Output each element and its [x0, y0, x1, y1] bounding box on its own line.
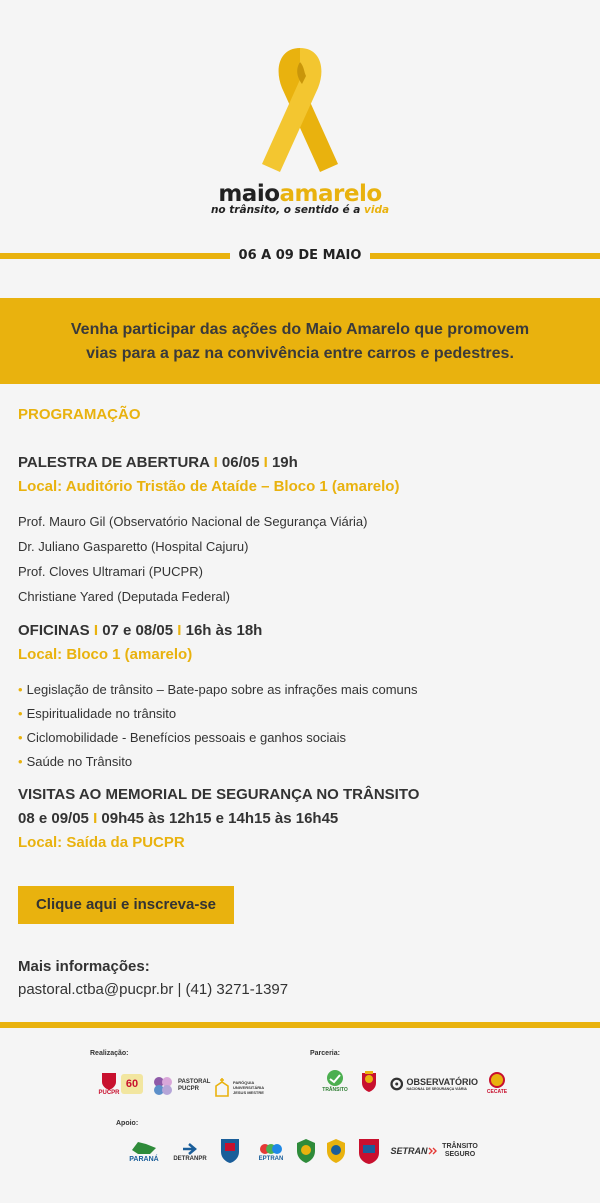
date-row [0, 248, 600, 264]
footer-divider [0, 1022, 600, 1028]
shield-blue-logo [218, 1136, 242, 1166]
pastoral-icon [152, 1076, 174, 1096]
separator: I [213, 454, 218, 471]
detran-text: DETRANPR [173, 1155, 207, 1162]
bullet-icon: • [18, 754, 23, 769]
badge-green-logo [294, 1136, 318, 1166]
pastoral-logo [178, 1076, 211, 1096]
oficinas-time: 16h às 18h [185, 622, 263, 639]
church-icon [213, 1077, 231, 1097]
transito-text: TRÂNSITO [322, 1086, 348, 1093]
palestra-time: 19h [271, 454, 298, 471]
setran-arrow-icon [428, 1147, 438, 1155]
separator: I [93, 622, 99, 639]
banner-line-2: vias para a paz na convivência entre carros e pedestres. [86, 345, 514, 362]
divider-left [0, 253, 230, 259]
palestra-location: Local: Auditório Tristão de Ataíde – Bloco 1 (amarelo) [18, 478, 400, 495]
workshop-item [18, 682, 418, 697]
workshop-item-label: Espiritualidade no trânsito [26, 706, 177, 721]
yellow-ribbon-icon [250, 40, 350, 180]
parana-logo [126, 1136, 162, 1166]
oficinas-date: 07 e 08/05 [102, 622, 174, 639]
observatorio-icon [390, 1075, 403, 1093]
visitas-schedule [18, 810, 338, 827]
maio-amarelo-logo [0, 182, 600, 216]
pastoral-text: PASTORAL [178, 1079, 211, 1085]
badge-icon [295, 1138, 317, 1164]
transito-seguro-logo [442, 1140, 478, 1162]
speaker-item: Christiane Yared (Deputada Federal) [18, 589, 230, 604]
event-dates: 06 A 09 DE MAIO [238, 248, 362, 263]
police-badge-icon [325, 1138, 347, 1164]
visitas-location: Local: Saída da PUCPR [18, 834, 185, 851]
coat-of-arms-icon [359, 1069, 379, 1093]
section-title-programacao: PROGRAMAÇÃO [18, 406, 141, 423]
oficinas-title: OFICINAS [18, 622, 90, 639]
shield-red-logo [356, 1136, 382, 1166]
detran-logo [170, 1138, 210, 1166]
cecate-logo [484, 1068, 510, 1098]
transito-seguro-text-1: TRÂNSITO [442, 1143, 478, 1150]
observatorio-text: OBSERVATÓRIO [406, 1076, 478, 1087]
parana-map-icon [130, 1140, 158, 1156]
pastoral-sub: PUCPR [178, 1086, 200, 1092]
transito-icon [326, 1069, 344, 1087]
info-contact[interactable]: pastoral.ctba@pucpr.br | (41) 3271-1397 [18, 981, 289, 998]
setran-logo [390, 1144, 438, 1158]
paroquia-logo [212, 1076, 274, 1098]
paroquia-text: PARÓQUIA UNIVERSITÁRIA JESUS MESTRE [233, 1079, 264, 1095]
brand-amarelo: amarelo [279, 181, 382, 207]
workshop-item [18, 706, 176, 721]
observatorio-sub: NACIONAL DE SEGURANÇA VIÁRIA [406, 1086, 467, 1091]
visitas-title: VISITAS AO MEMORIAL DE SEGURANÇA NO TRÂNSITO [18, 786, 420, 803]
palestra-title: PALESTRA DE ABERTURA [18, 454, 210, 471]
anos-logo [121, 1074, 143, 1094]
parceria-label: Parceria: [310, 1050, 340, 1057]
pucpr-shield-icon [101, 1072, 117, 1090]
shield-red-icon [357, 1137, 381, 1165]
palestra-heading [18, 454, 298, 471]
bullet-icon: • [18, 706, 23, 721]
separator: I [263, 454, 268, 471]
divider-right [370, 253, 600, 259]
bullet-icon: • [18, 682, 23, 697]
oficinas-location: Local: Bloco 1 (amarelo) [18, 646, 193, 663]
observatorio-logo [390, 1072, 478, 1096]
workshop-item [18, 754, 132, 769]
bullet-icon: • [18, 730, 23, 745]
pucpr-text: PUCPR [98, 1089, 120, 1096]
hero [0, 0, 600, 236]
palestra-date: 06/05 [221, 454, 260, 471]
brand-tagline-vida: vida [364, 204, 390, 216]
speaker-item: Prof. Mauro Gil (Observatório Nacional de Segurança Viária) [18, 514, 368, 529]
workshop-item [18, 730, 346, 745]
eptran-logo [254, 1138, 288, 1166]
subscribe-button[interactable]: Clique aqui e inscreva-se [18, 886, 234, 924]
speaker-item: Prof. Cloves Ultramari (PUCPR) [18, 564, 203, 579]
visitas-times: 09h45 às 12h15 e 14h15 às 16h45 [101, 810, 339, 827]
realizacao-label: Realização: [90, 1050, 129, 1057]
anos-number: 60 [125, 1077, 139, 1090]
transito-seguro-text-2: SEGURO [444, 1151, 476, 1158]
info-title: Mais informações: [18, 958, 150, 975]
oficinas-heading [18, 622, 262, 639]
brand-tagline: no trânsito, o sentido é a [210, 204, 365, 216]
parana-text: PARANÁ [129, 1155, 159, 1163]
brand-maio: maio [218, 181, 280, 207]
eptran-icon [258, 1142, 284, 1156]
separator: I [177, 622, 182, 639]
speaker-item: Dr. Juliano Gasparetto (Hospital Cajuru) [18, 539, 249, 554]
eptran-text: EPTRAN [258, 1155, 284, 1162]
intro-banner [0, 298, 600, 384]
badge-police-logo [324, 1136, 348, 1166]
separator: I [93, 810, 98, 827]
cecate-icon [488, 1071, 506, 1089]
workshop-item-label: Ciclomobilidade - Benefícios pessoais e ganhos sociais [26, 730, 346, 745]
visitas-dates: 08 e 09/05 [18, 810, 89, 827]
coat-of-arms-logo [358, 1068, 380, 1094]
workshop-item-label: Saúde no Trânsito [26, 754, 133, 769]
workshop-item-label: Legislação de trânsito – Bate-papo sobre as infrações mais comuns [26, 682, 418, 697]
apoio-label: Apoio: [116, 1120, 139, 1127]
cecate-text: CECATE [486, 1088, 508, 1095]
pucpr-logo [98, 1068, 120, 1100]
setran-text: SETRAN [390, 1145, 428, 1156]
banner-line-1: Venha participar das ações do Maio Amarelo que promovem [70, 321, 530, 338]
shield-icon [219, 1137, 241, 1165]
detran-arrow-icon [181, 1142, 199, 1156]
transito-logo [320, 1064, 350, 1098]
